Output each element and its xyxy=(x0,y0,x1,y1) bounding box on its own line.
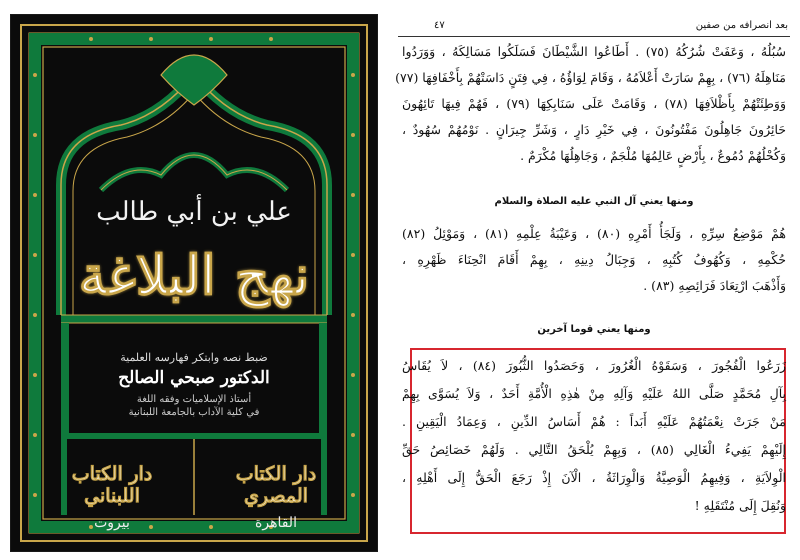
text-line: بِآلِ مُحَمَّدٍ صَلَّى اللهُ عَلَيْهِ وَآلِهِ مِنْ هٰذِهِ الْأُمَّةِ أَحَدٌ ، وَلاَ يُسَوَّى بِهِمْ xyxy=(402,386,786,401)
text-line: وَكُحْلُهُمْ دُمُوعٌ ، بِأَرْضٍ عَالِمُهَا مُلْجَمٌ ، وَجَاهِلُهَا مُكْرَمٌ . xyxy=(520,148,786,163)
section-heading: ومنها يعني قوما آخرين xyxy=(537,324,651,335)
text-line: سُبُلُهُ ، وَعَفَتْ شُرُكُهُ (٧٥) . أَطَاعُوا الشَّيْطَانَ فَسَلَكُوا مَسَالِكَهُ ، وَوَرَدُوا xyxy=(402,44,786,59)
text-line: وَوَطِئَتْهُمْ بِأَظْلاَفِهَا (٧٨) ، وَقَامَتْ عَلَى سَنَابِكِهَا (٧٩) ، فَهُمْ فِيهَا تَائِهُونَ xyxy=(402,96,786,111)
text-line: وَنُقِلَ إِلَى مُنْتَقَلِهِ ! xyxy=(694,498,786,513)
publisher-left-name: دار الكتاب اللبناني xyxy=(71,463,153,507)
page-number: ٤٧ xyxy=(434,20,445,31)
text-line: الْوِلاَيَةِ ، وَفِيهِمُ الْوَصِيَّةُ وَالْوِرَاثَةُ ، الْآنَ إِذْ رَجَعَ الْحَقُّ إِلَى أَهْلِهِ ، xyxy=(402,470,786,485)
cover-author: علي بن أبي طالب xyxy=(96,197,292,227)
section-heading: ومنها يعني آل النبي عليه الصلاة والسلام xyxy=(494,196,694,207)
text-page xyxy=(395,18,790,548)
running-head xyxy=(398,18,790,37)
cover-affiliation-1: أستاذ الإسلاميات وفقه اللغة xyxy=(136,394,252,405)
text-line: حُكْمِهِ ، وَكُهُوفُ كُتُبِهِ ، وَجِبَالُ دِينِهِ ، بِهِمْ أَقَامَ انْحِنَاءَ ظَهْرِهِ ، xyxy=(402,252,786,267)
book-cover xyxy=(10,14,378,552)
cover-title: نهج البلاغة xyxy=(78,243,310,307)
publisher-left xyxy=(47,463,177,531)
publisher-left-city: بيروت xyxy=(94,515,130,531)
text-line: وَأَذْهَبَ ارْتِعَادَ فَرَائِصِهِ (٨٣) . xyxy=(643,278,786,293)
publisher-right xyxy=(211,463,341,531)
text-line: هُمْ مَوْضِعُ سِرِّهِ ، وَلَجَأُ أَمْرِهِ (٨٠) ، وَعَيْبَةُ عِلْمِهِ (٨١) ، وَمَوْئِلُ (٨٢) xyxy=(402,226,787,241)
text-line: مَنْ جَرَتْ نِعْمَتُهُمْ عَلَيْهِ أَبَداً : هُمْ أَسَاسُ الدِّينِ ، وَعِمَادُ الْيَقِينِ . xyxy=(402,414,786,429)
text-line: زَرَعُوا الْفُجُورَ ، وَسَقَوْهُ الْغُرُورَ ، وَحَصَدُوا الثُّبُورَ (٨٤) ، لاَ يُقَاسُ xyxy=(402,358,786,373)
cover-edited-by: ضبط نصه وابتكر فهارسه العلمية xyxy=(120,351,268,364)
text-line: مَنَاهِلَهُ (٧٦) ، بِهِمْ سَارَتْ أَعْلاَمُهُ ، وَقَامَ لِوَاؤُهُ ، فِي فِتَنٍ دَاسَتْهُمْ بِأَخْفَافِهَا (٧٧) xyxy=(395,70,786,85)
publisher-right-name: دار الكتاب المصري xyxy=(235,463,317,507)
text-line: إِلَيْهِمْ يَفِيءُ الْغَالِي (٨٥) ، وَبِهِمْ يُلْحَقُ التَّالِي . وَلَهُمْ خَصَائِصُ حَقِّ xyxy=(402,442,786,457)
running-head-title: بعد انصرافه من صفين xyxy=(695,20,788,31)
text-line: حَائِرُونَ جَاهِلُونَ مَفْتُونُونَ ، فِي خَيْرِ دَارٍ ، وَشَرِّ جِيرَانٍ . نَوْمُهُمْ سُهُودٌ ، xyxy=(402,122,786,137)
publisher-right-city: القاهرة xyxy=(255,515,297,531)
cover-affiliation-2: في كلية الآداب بالجامعة اللبنانية xyxy=(128,407,260,418)
cover-editor: الدكتور صبحي الصالح xyxy=(118,368,270,388)
